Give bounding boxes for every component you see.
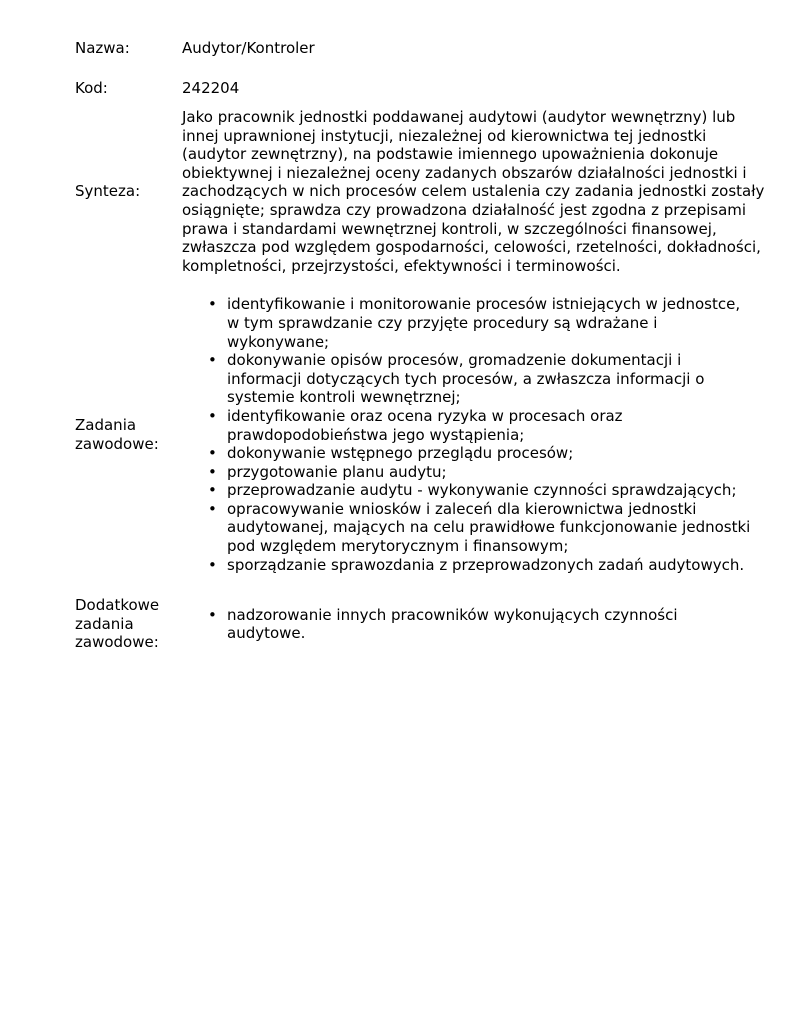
task-text: dokonywanie opisów procesów, gromadzenie dokumentacji i informacji dotyczących tych procesów, a zwłaszcza informacji o systemie kontroli wewnętrznej;	[227, 351, 705, 407]
synthesis-text: Jako pracownik jednostki poddawanej audytowi (audytor wewnętrzny) lub innej uprawnionej instytucji, niezależnej od kierownictwa tej jednostki (audytor zewnętrzny), na podstawie imiennego upoważnienia dokonuje obiektywnej i niezależnej oceny zadanych obszarów działalności jednostki i zachodzących w nich procesów celem ustalenia czy zadania jednostki zostały osiągnięte; sprawdza czy prowadzona działalność jest zgodna z przepisami prawa i standardami wewnętrznej kontroli, w szczególności finansowej, zwłaszcza pod względem gospodarności, celowości, rzetelności, dokładności, kompletności, przejrzystości, efektywności i terminowości.	[182, 108, 765, 275]
task-item	[208, 462, 757, 482]
code-value: 242204	[182, 78, 240, 97]
task-item	[208, 499, 757, 556]
additional-tasks-row	[75, 596, 765, 652]
bullet-icon: •	[208, 462, 217, 481]
additional-tasks-list	[182, 606, 757, 643]
bullet-icon: •	[208, 406, 217, 425]
task-item	[208, 555, 757, 575]
task-item	[208, 295, 757, 351]
task-text: sporządzanie sprawozdania z przeprowadzonych zadań audytowych.	[227, 555, 745, 574]
code-row	[75, 78, 765, 98]
synthesis-label: Synteza:	[75, 182, 141, 201]
task-text: identyfikowanie oraz ocena ryzyka w procesach oraz prawdopodobieństwa jego wystąpienia;	[227, 406, 623, 444]
bullet-icon: •	[208, 499, 217, 518]
task-item	[208, 605, 757, 643]
code-label: Kod:	[75, 78, 108, 97]
tasks-row	[75, 295, 765, 574]
tasks-list	[182, 295, 757, 574]
task-text: dokonywanie wstępnego przeglądu procesów;	[227, 444, 574, 463]
name-label: Nazwa:	[75, 38, 130, 57]
additional-tasks-label: Dodatkowe zadania zawodowe:	[75, 596, 160, 652]
task-text: przeprowadzanie audytu - wykonywanie czynności sprawdzających;	[227, 481, 737, 500]
bullet-icon: •	[208, 351, 217, 370]
task-text: przygotowanie planu audytu;	[227, 462, 447, 481]
task-item	[208, 351, 757, 407]
task-item	[208, 444, 757, 463]
task-text: nadzorowanie innych pracowników wykonujących czynności audytowe.	[227, 605, 678, 643]
tasks-label: Zadania zawodowe:	[75, 416, 159, 453]
bullet-icon: •	[208, 295, 217, 314]
bullet-icon: •	[208, 555, 217, 574]
name-value: Audytor/Kontroler	[182, 38, 315, 57]
occupation-card	[75, 38, 765, 652]
bullet-icon: •	[208, 444, 217, 463]
bullet-icon: •	[208, 481, 217, 500]
task-text: opracowywanie wniosków i zaleceń dla kierownictwa jednostki audytowanej, mających na celu prawidłowe funkcjonowanie jednostki pod względem merytorycznym i finansowym;	[227, 499, 751, 556]
name-row	[75, 38, 765, 58]
bullet-icon: •	[208, 605, 217, 624]
task-item	[208, 406, 757, 444]
task-text: identyfikowanie i monitorowanie procesów istniejących w jednostce, w tym sprawdzanie czy przyjęte procedury są wdrażane i wykonywane;	[227, 295, 741, 351]
synthesis-row	[75, 108, 765, 275]
task-item	[208, 481, 757, 500]
